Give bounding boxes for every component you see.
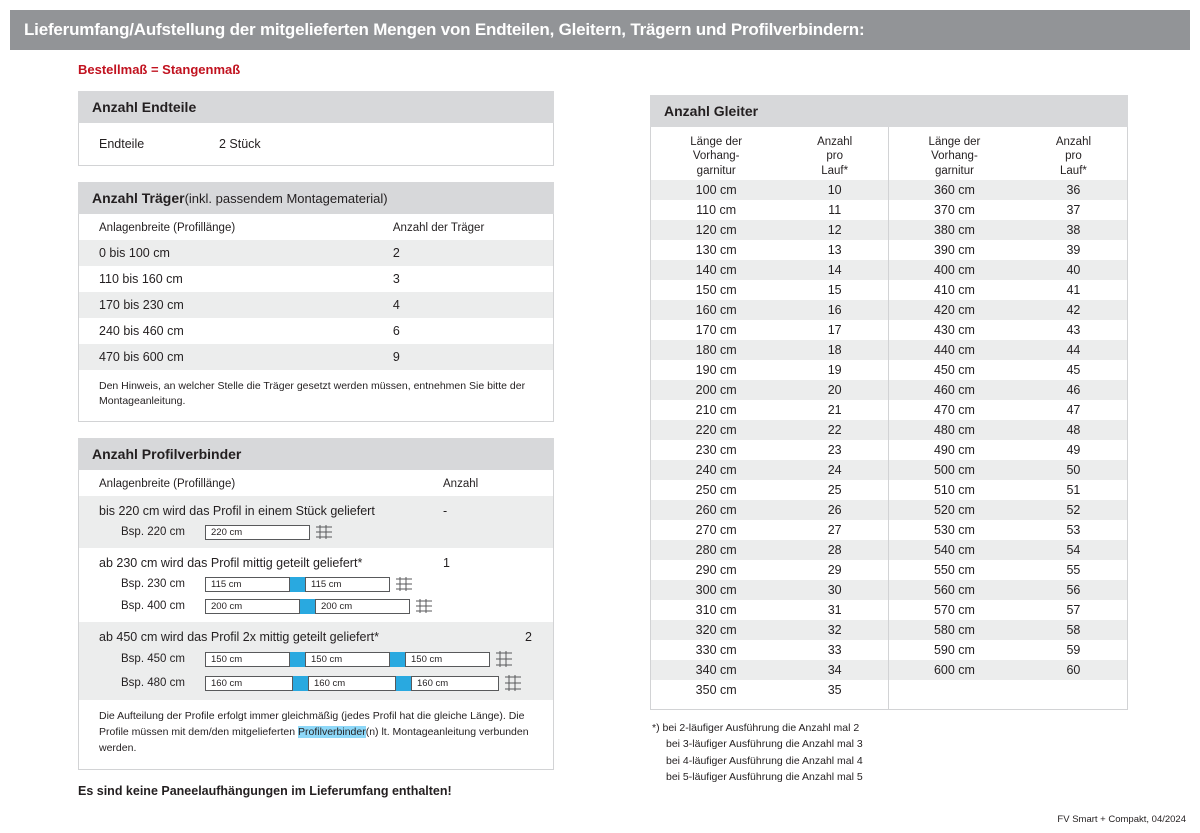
table-row	[889, 460, 1127, 480]
table-row	[651, 360, 888, 380]
gleiter-count: 25	[827, 483, 842, 498]
pv-footer-part1: Die Aufteilung der Profile erfolgt immer gleichmäßig (jedes Profil hat die gleiche Länge). Die Profile müssen mit dem/den mitgelieferten	[99, 710, 525, 739]
gleiter-footnotes	[650, 720, 1128, 785]
table-row	[889, 520, 1127, 540]
table-row	[889, 380, 1127, 400]
connector-marker	[293, 676, 308, 691]
table-row	[889, 320, 1127, 340]
pv-example-label: Bsp. 480 cm	[121, 677, 185, 690]
table-row	[889, 340, 1127, 360]
connector-marker	[396, 676, 411, 691]
panel-traeger	[78, 214, 554, 422]
pv-example-450	[99, 650, 525, 668]
hdr-line: garnitur	[696, 164, 736, 177]
gleiter-count: 42	[1020, 300, 1127, 320]
gleiter-table-right	[889, 127, 1127, 709]
traeger-note: Den Hinweis, an welcher Stelle die Träger gesetzt werden müssen, entnehmen Sie bitte der Montageanleitung.	[99, 380, 526, 408]
hdr-line: Vorhang-	[931, 150, 978, 163]
gleiter-count: 39	[1066, 243, 1081, 258]
pv-group-3	[79, 622, 553, 700]
gleiter-length: 430 cm	[933, 323, 975, 338]
section-header-endteile	[78, 91, 554, 123]
gleiter-count: 57	[1066, 603, 1081, 618]
profile-bar	[205, 652, 290, 667]
hdr-line: Lauf*	[1060, 164, 1087, 177]
gleiter-length: 550 cm	[933, 563, 975, 578]
gleiter-count: 59	[1066, 643, 1081, 658]
table-row	[889, 220, 1127, 240]
gleiter-length: 510 cm	[933, 483, 975, 498]
footnote-line: bei 3-läufiger Ausführung die Anzahl mal 3	[666, 738, 863, 751]
gleiter-length: 440 cm	[889, 340, 1020, 360]
table-row	[889, 280, 1127, 300]
pv-example-label: Bsp. 450 cm	[121, 653, 185, 666]
gleiter-count: 43	[1066, 323, 1081, 338]
pv-group-2-text: ab 230 cm wird das Profil mittig geteilt geliefert*	[99, 556, 363, 571]
bracket-icon	[503, 674, 525, 692]
gleiter-count: 27	[827, 523, 842, 538]
profile-bar	[315, 599, 410, 614]
section-title-traeger-sub: (inkl. passendem Montagematerial)	[184, 190, 388, 206]
gleiter-count: 44	[1020, 340, 1127, 360]
gleiter-length: 470 cm	[933, 403, 975, 418]
table-row	[651, 640, 888, 660]
gleiter-count: 19	[827, 363, 842, 378]
connector-marker	[290, 652, 305, 667]
gleiter-count: 53	[1066, 523, 1081, 538]
gleiter-count: 22	[781, 420, 888, 440]
gleiter-length: 130 cm	[695, 243, 737, 258]
table-row	[889, 400, 1127, 420]
gleiter-length: 290 cm	[695, 563, 737, 578]
profile-bar	[205, 599, 300, 614]
gleiter-length: 360 cm	[889, 180, 1020, 200]
profile-segment-label: 200 cm	[321, 600, 353, 612]
traeger-col1-header: Anlagenbreite (Profillänge)	[99, 222, 236, 234]
gleiter-count: 55	[1066, 563, 1081, 578]
profile-bar	[305, 577, 390, 592]
gleiter-count: 30	[781, 580, 888, 600]
hdr-line: pro	[1065, 150, 1082, 163]
gleiter-length: 220 cm	[651, 420, 781, 440]
pv-group-1	[79, 496, 553, 548]
pv-group-3-count: 2	[525, 630, 532, 645]
profile-bar	[308, 676, 396, 691]
profile-bar	[205, 525, 310, 540]
gleiter-count: 54	[1020, 540, 1127, 560]
gleiter-length: 520 cm	[889, 500, 1020, 520]
profile-segment-label: 115 cm	[211, 578, 242, 590]
gleiter-count: 16	[781, 300, 888, 320]
table-row	[889, 240, 1127, 260]
pv-col2-header: Anzahl	[443, 478, 479, 491]
paneel-note: Es sind keine Paneelaufhängungen im Lieferumfang enthalten!	[78, 783, 452, 798]
section-title-gleiter: Anzahl Gleiter	[664, 103, 759, 119]
gleiter-count: 35	[827, 683, 842, 698]
table-row	[889, 620, 1127, 640]
gleiter-count: 47	[1066, 403, 1081, 418]
table-row	[651, 460, 888, 480]
bracket-icon	[494, 650, 516, 668]
gleiter-length: 500 cm	[889, 460, 1020, 480]
gleiter-length: 570 cm	[933, 603, 975, 618]
gleiter-count-header	[1020, 127, 1127, 180]
traeger-count: 4	[373, 292, 553, 318]
gleiter-count: 51	[1066, 483, 1081, 498]
gleiter-length: 420 cm	[889, 300, 1020, 320]
header-banner	[10, 10, 1190, 50]
gleiter-length: 270 cm	[695, 523, 737, 538]
table-row	[651, 400, 888, 420]
endteile-label: Endteile	[99, 137, 145, 151]
profile-segment-label: 150 cm	[311, 653, 343, 665]
table-row	[651, 280, 888, 300]
profile-segment-label: 200 cm	[211, 600, 243, 612]
pv-group-1-text: bis 220 cm wird das Profil in einem Stück geliefert	[99, 504, 375, 519]
pv-footer-highlight: Profilverbinder	[298, 726, 366, 739]
gleiter-count: 12	[781, 220, 888, 240]
gleiter-count: 38	[1020, 220, 1127, 240]
profile-bar	[205, 577, 290, 592]
gleiter-length: 330 cm	[695, 643, 737, 658]
table-row	[651, 340, 888, 360]
table-row	[651, 660, 888, 680]
gleiter-length: 580 cm	[889, 620, 1020, 640]
gleiter-length: 280 cm	[651, 540, 781, 560]
traeger-range: 170 bis 230 cm	[79, 292, 373, 318]
gleiter-length: 590 cm	[933, 643, 975, 658]
traeger-count: 3	[392, 272, 400, 286]
gleiter-count: 34	[781, 660, 888, 680]
profile-bar	[411, 676, 499, 691]
section-title-traeger: Anzahl Träger	[92, 190, 185, 206]
table-header-row	[889, 127, 1127, 180]
table-row	[889, 440, 1127, 460]
hdr-line: Lauf*	[821, 164, 849, 177]
profile-segment-label: 115 cm	[311, 578, 342, 590]
gleiter-length: 110 cm	[696, 203, 737, 218]
pv-example-480	[99, 674, 525, 692]
gleiter-length: 170 cm	[695, 323, 737, 338]
table-endteile	[79, 133, 553, 155]
bracket-icon	[394, 576, 416, 592]
profilverbinder-footer	[79, 700, 553, 768]
gleiter-length: 340 cm	[651, 660, 781, 680]
gleiter-count: 40	[1020, 260, 1127, 280]
hdr-line: Anzahl	[817, 136, 853, 148]
gleiter-count: 58	[1020, 620, 1127, 640]
subtitle: Bestellmaß = Stangenmaß	[78, 62, 241, 77]
table-row	[651, 440, 888, 460]
pv-group-2-count: 1	[443, 556, 450, 571]
table-row	[889, 640, 1127, 660]
table-row	[651, 620, 888, 640]
pv-example-230	[99, 576, 443, 592]
gleiter-length: 380 cm	[889, 220, 1020, 240]
section-title-profilverbinder: Anzahl Profilverbinder	[92, 446, 242, 463]
gleiter-count: 10	[781, 180, 888, 200]
gleiter-length: 240 cm	[651, 460, 781, 480]
table-row	[651, 180, 888, 200]
gleiter-length: 400 cm	[889, 260, 1020, 280]
gleiter-length: 410 cm	[933, 283, 975, 298]
bracket-icon	[414, 598, 436, 614]
table-row	[651, 520, 888, 540]
table-row	[889, 540, 1127, 560]
table-row	[889, 480, 1127, 500]
pv-col1-header: Anlagenbreite (Profillänge)	[99, 478, 236, 491]
gleiter-length: 200 cm	[651, 380, 781, 400]
gleiter-length: 150 cm	[695, 283, 737, 298]
table-row	[651, 300, 888, 320]
gleiter-length: 560 cm	[889, 580, 1020, 600]
table-header-row	[651, 127, 888, 180]
gleiter-length: 260 cm	[651, 500, 781, 520]
table-row	[79, 133, 553, 155]
table-row	[889, 660, 1127, 680]
profile-segment-label: 160 cm	[211, 677, 243, 689]
traeger-count: 6	[392, 324, 400, 338]
gleiter-length: 230 cm	[695, 443, 737, 458]
traeger-range: 470 bis 600 cm	[79, 344, 373, 370]
gleiter-count: 60	[1020, 660, 1127, 680]
traeger-count: 9	[373, 344, 553, 370]
traeger-col2-header: Anzahl der Träger	[392, 222, 485, 234]
gleiter-count: 41	[1066, 283, 1081, 298]
table-row	[651, 540, 888, 560]
hdr-line: Vorhang-	[692, 150, 740, 163]
gleiter-count: 56	[1020, 580, 1127, 600]
table-row	[651, 220, 888, 240]
table-row	[651, 200, 888, 220]
panel-profilverbinder	[78, 470, 554, 769]
gleiter-count: 49	[1066, 443, 1081, 458]
profile-segment-label: 150 cm	[411, 653, 443, 665]
gleiter-count: 26	[781, 500, 888, 520]
pv-example-label: Bsp. 400 cm	[121, 600, 185, 613]
gleiter-count: 11	[828, 203, 842, 218]
pv-group-3-text: ab 450 cm wird das Profil 2x mittig geteilt geliefert*	[99, 630, 379, 645]
gleiter-length: 180 cm	[651, 340, 781, 360]
gleiter-count: 23	[827, 443, 842, 458]
gleiter-count: 14	[781, 260, 888, 280]
profile-segment-label: 160 cm	[417, 677, 449, 689]
gleiter-length: 140 cm	[651, 260, 781, 280]
profilverbinder-header-row	[79, 470, 553, 496]
left-column	[78, 62, 554, 798]
table-row	[79, 266, 553, 292]
table-row-spacer	[889, 680, 1127, 709]
gleiter-count: 36	[1020, 180, 1127, 200]
section-header-profilverbinder	[78, 438, 554, 470]
connector-marker	[300, 599, 315, 614]
hdr-line: pro	[826, 150, 843, 163]
gleiter-length: 350 cm	[695, 683, 737, 698]
gleiter-count: 32	[781, 620, 888, 640]
gleiter-count: 48	[1020, 420, 1127, 440]
hdr-line: Länge der	[690, 136, 743, 148]
table-row	[79, 318, 553, 344]
table-row	[651, 320, 888, 340]
table-row	[651, 380, 888, 400]
hdr-line: Anzahl	[1055, 136, 1092, 148]
gleiter-count-header	[781, 127, 888, 180]
gleiter-count: 45	[1066, 363, 1081, 378]
gleiter-count: 28	[781, 540, 888, 560]
table-row	[889, 300, 1127, 320]
page-title: Lieferumfang/Aufstellung der mitgelieferten Mengen von Endteilen, Gleitern, Trägern und Profilverbindern:	[24, 20, 865, 39]
pv-example-400	[99, 598, 443, 614]
gleiter-length: 310 cm	[695, 603, 737, 618]
bracket-icon	[314, 524, 336, 540]
hdr-line: Länge der	[928, 136, 981, 148]
gleiter-count: 13	[827, 243, 842, 258]
table-row	[79, 344, 553, 370]
gleiter-count: 46	[1020, 380, 1127, 400]
table-row	[889, 600, 1127, 620]
right-column	[650, 95, 1128, 785]
traeger-range: 0 bis 100 cm	[79, 240, 373, 266]
pv-group-1-count: -	[443, 504, 448, 519]
table-row	[889, 360, 1127, 380]
table-row	[651, 420, 888, 440]
profile-segment-label: 160 cm	[314, 677, 346, 689]
table-row	[651, 480, 888, 500]
profile-segment-label: 220 cm	[211, 526, 243, 538]
gleiter-length-header	[889, 127, 1020, 180]
pv-example-label: Bsp. 230 cm	[121, 578, 185, 591]
gleiter-length: 160 cm	[651, 300, 781, 320]
profile-segment-label: 150 cm	[211, 653, 243, 665]
table-row	[889, 580, 1127, 600]
gleiter-length: 390 cm	[933, 243, 975, 258]
pv-footer-part2: (n) lt. Montageanleitung verbunden werden.	[99, 726, 529, 754]
gleiter-length: 320 cm	[651, 620, 781, 640]
table-header-row	[79, 214, 553, 240]
traeger-count: 2	[373, 240, 553, 266]
panel-endteile	[78, 123, 554, 166]
gleiter-count: 15	[827, 283, 842, 298]
hdr-line: garnitur	[934, 164, 974, 177]
gleiter-length: 490 cm	[933, 443, 975, 458]
section-title-endteile: Anzahl Endteile	[92, 99, 197, 115]
gleiter-length: 480 cm	[889, 420, 1020, 440]
panel-gleiter	[650, 127, 1128, 710]
connector-marker	[390, 652, 405, 667]
profile-bar	[205, 676, 293, 691]
table-row	[889, 560, 1127, 580]
gleiter-length: 450 cm	[933, 363, 975, 378]
endteile-value: 2 Stück	[219, 137, 261, 151]
footnote-line: bei 4-läufiger Ausführung die Anzahl mal 4	[666, 754, 863, 767]
document-footer: FV Smart + Compakt, 04/2024	[1057, 814, 1186, 825]
traeger-range: 240 bis 460 cm	[99, 324, 184, 338]
gleiter-count: 52	[1020, 500, 1127, 520]
gleiter-length: 120 cm	[651, 220, 781, 240]
gleiter-length: 460 cm	[889, 380, 1020, 400]
profile-bar	[305, 652, 390, 667]
pv-example-label: Bsp. 220 cm	[121, 526, 185, 539]
table-row	[651, 560, 888, 580]
gleiter-length-header	[651, 127, 781, 180]
table-row	[889, 200, 1127, 220]
table-traeger	[79, 214, 553, 370]
gleiter-length: 300 cm	[651, 580, 781, 600]
profile-bar	[405, 652, 490, 667]
gleiter-length: 100 cm	[651, 180, 781, 200]
pv-example-220	[99, 524, 443, 540]
section-header-gleiter	[650, 95, 1128, 127]
table-row	[889, 500, 1127, 520]
gleiter-count: 31	[827, 603, 842, 618]
gleiter-count: 50	[1020, 460, 1127, 480]
table-row	[79, 240, 553, 266]
table-row	[79, 292, 553, 318]
gleiter-length: 540 cm	[889, 540, 1020, 560]
footnote-line: bei 5-läufiger Ausführung die Anzahl mal 5	[666, 770, 863, 783]
gleiter-count: 20	[781, 380, 888, 400]
gleiter-length: 210 cm	[695, 403, 737, 418]
gleiter-count: 21	[827, 403, 842, 418]
gleiter-length: 250 cm	[695, 483, 737, 498]
pv-group-2	[79, 548, 553, 622]
table-row	[651, 240, 888, 260]
table-row	[651, 680, 888, 700]
table-row	[889, 420, 1127, 440]
gleiter-length: 530 cm	[933, 523, 975, 538]
gleiter-length: 600 cm	[889, 660, 1020, 680]
gleiter-length: 370 cm	[933, 203, 975, 218]
section-header-traeger	[78, 182, 554, 214]
table-row	[651, 600, 888, 620]
table-row	[889, 180, 1127, 200]
table-row	[651, 500, 888, 520]
table-row	[651, 580, 888, 600]
gleiter-length: 190 cm	[695, 363, 737, 378]
footnote-line: *) bei 2-läufiger Ausführung die Anzahl mal 2	[652, 722, 860, 735]
table-row	[651, 260, 888, 280]
gleiter-count: 29	[827, 563, 842, 578]
connector-marker	[290, 577, 305, 592]
traeger-range: 110 bis 160 cm	[99, 272, 183, 286]
gleiter-table-left	[651, 127, 889, 709]
gleiter-count: 24	[781, 460, 888, 480]
gleiter-count: 33	[827, 643, 842, 658]
gleiter-count: 37	[1066, 203, 1081, 218]
gleiter-count: 17	[827, 323, 842, 338]
gleiter-count: 18	[781, 340, 888, 360]
table-row	[889, 260, 1127, 280]
